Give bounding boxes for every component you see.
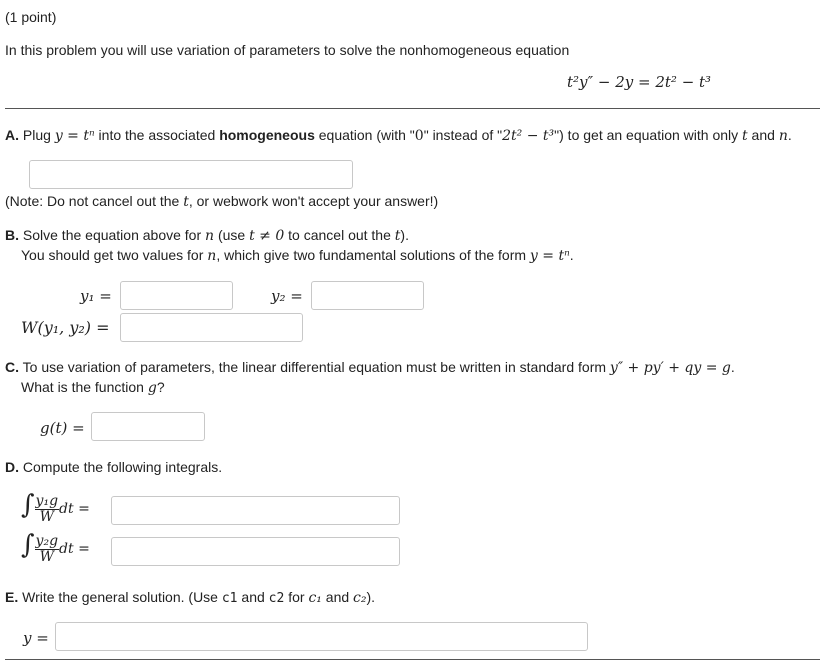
part-b-math: t ≠ 0 xyxy=(249,228,285,244)
integral-2 xyxy=(21,530,90,570)
part-b-math: y = tⁿ xyxy=(529,248,570,264)
part-d-text: Compute the following integrals. xyxy=(19,459,223,475)
part-c-line2 xyxy=(21,379,165,396)
part-d-label: D. xyxy=(5,459,19,475)
part-c-text: What is the function xyxy=(21,379,148,395)
part-b-text: , which give two fundamental solutions of the form xyxy=(216,247,530,263)
part-e-math: c₂ xyxy=(353,590,367,606)
intro-text: In this problem you will use variation of parameters to solve the nonhomogeneous equation xyxy=(5,42,570,58)
part-c-prompt xyxy=(5,359,735,376)
part-a-answer-input[interactable] xyxy=(29,160,353,189)
part-a-text: into the associated xyxy=(94,127,220,143)
integral-sign: ∫ xyxy=(21,490,35,520)
part-e-prompt xyxy=(5,589,375,606)
part-a-math: y = tⁿ xyxy=(54,128,95,144)
integral-2-dt: dt = xyxy=(59,541,90,557)
part-e-code: c1 xyxy=(221,591,238,606)
integral-sign: ∫ xyxy=(21,530,35,560)
wronskian-label: W(y₁, y₂) = xyxy=(21,318,110,337)
part-e-text: and xyxy=(237,589,269,605)
main-equation: t²y″ − 2y = 2t² − t³ xyxy=(567,73,712,91)
integral-2-fraction xyxy=(35,534,59,565)
integral-2-numerator: y₂g xyxy=(35,532,59,549)
integral-2-input[interactable] xyxy=(111,537,400,566)
points-label: (1 point) xyxy=(5,9,57,25)
part-a-label: A. xyxy=(5,127,19,143)
divider-bottom xyxy=(5,659,820,660)
part-b-label: B. xyxy=(5,227,19,243)
part-a-prompt xyxy=(5,127,792,144)
note-text: , or webwork won't accept your answer!) xyxy=(188,193,439,209)
divider-top xyxy=(5,108,820,109)
general-solution-label: y = xyxy=(23,629,49,647)
part-a-math: 0 xyxy=(414,128,424,144)
wronskian-input[interactable] xyxy=(120,313,303,342)
note-math: t xyxy=(183,194,189,210)
part-e-text: Write the general solution. (Use xyxy=(18,589,222,605)
integral-1-fraction xyxy=(35,494,59,525)
integral-1-dt: dt = xyxy=(59,501,90,517)
part-a-bold: homogeneous xyxy=(219,127,315,143)
part-a-math: 2t² − t³ xyxy=(502,128,555,144)
part-e-math: c₁ xyxy=(308,590,322,606)
part-e-label: E. xyxy=(5,589,19,605)
part-a-text: . xyxy=(787,127,792,143)
integral-2-denominator: W xyxy=(39,548,54,565)
part-a-math: t xyxy=(742,128,748,144)
part-b-text: . xyxy=(569,247,574,263)
y1-label: y₁ = xyxy=(80,287,112,305)
integral-1-input[interactable] xyxy=(111,496,400,525)
y1-input[interactable] xyxy=(120,281,233,310)
part-e-code: c2 xyxy=(268,591,285,606)
part-e-text: ). xyxy=(366,589,376,605)
part-c-text: ? xyxy=(156,379,165,395)
note-text: (Note: Do not cancel out the xyxy=(5,193,184,209)
part-b-line2 xyxy=(21,247,574,264)
part-a-text: " instead of " xyxy=(423,127,503,143)
g-label: g(t) = xyxy=(40,419,85,437)
part-b-text: to cancel out the xyxy=(284,227,395,243)
part-a-text: Plug xyxy=(19,127,55,143)
part-a-text: equation (with " xyxy=(314,127,415,143)
part-a-text: ") to get an equation with only xyxy=(554,127,743,143)
part-c-math: y″ + py′ + qy = g xyxy=(609,360,731,376)
part-a-note xyxy=(5,193,438,210)
integral-1 xyxy=(21,490,90,530)
g-input[interactable] xyxy=(91,412,205,441)
part-c-label: C. xyxy=(5,359,19,375)
general-solution-input[interactable] xyxy=(55,622,588,651)
part-e-text: for xyxy=(284,589,309,605)
part-b-text: (use xyxy=(214,227,250,243)
part-c-math: g xyxy=(147,380,157,396)
integral-1-denominator: W xyxy=(39,508,54,525)
part-a-math: n xyxy=(778,128,788,144)
part-b-text: Solve the equation above for xyxy=(19,227,206,243)
part-b-text: You should get two values for xyxy=(21,247,208,263)
y2-label: y₂ = xyxy=(271,287,303,305)
part-b-math: n xyxy=(207,248,217,264)
y2-input[interactable] xyxy=(311,281,424,310)
part-b-math: n xyxy=(205,228,215,244)
part-c-text: . xyxy=(730,359,735,375)
integral-1-numerator: y₁g xyxy=(35,492,59,509)
part-a-text: and xyxy=(747,127,779,143)
part-d-prompt xyxy=(5,459,222,475)
part-b-prompt xyxy=(5,227,409,244)
part-e-text: and xyxy=(321,589,354,605)
part-b-math: t xyxy=(394,228,401,244)
part-b-text: ). xyxy=(400,227,409,243)
part-c-text: To use variation of parameters, the linear differential equation must be written in standard form xyxy=(19,359,610,375)
